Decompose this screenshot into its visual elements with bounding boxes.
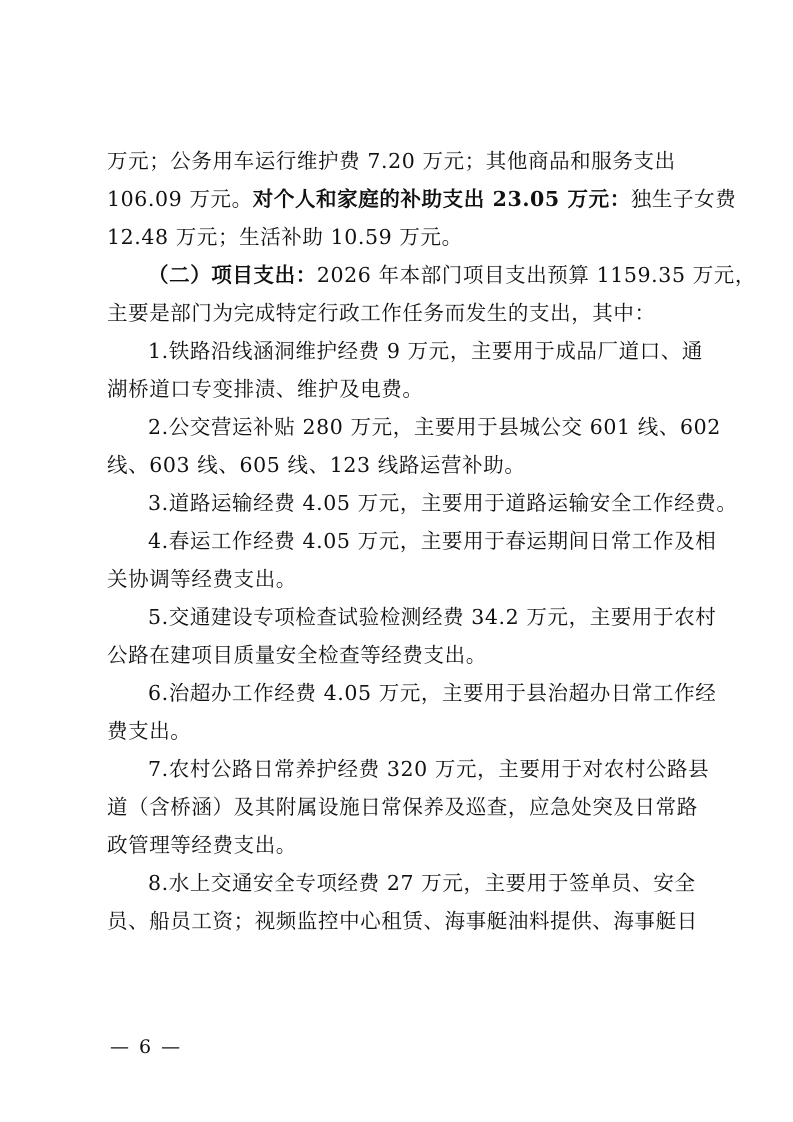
page-number: — 6 — — [110, 1036, 183, 1058]
text-line: 万元；公务用车运行维护费 7.20 万元；其他商品和服务支出 — [107, 149, 676, 173]
text-line: 主要是部门为完成特定行政工作任务而发生的支出，其中： — [107, 301, 656, 325]
text-line: 道（含桥涵）及其附属设施日常保养及巡查，应急处突及日常路 — [107, 795, 698, 819]
bold-heading: 对个人和家庭的补助支出 23.05 万元： — [252, 187, 631, 211]
list-item-8: 8.水上交通安全专项经费 27 万元，主要用于签单员、安全 — [148, 871, 696, 895]
text-line: 线、603 线、605 线、123 线路运营补助。 — [107, 453, 526, 477]
text-line: 12.48 万元；生活补助 10.59 万元。 — [107, 225, 463, 249]
list-item-6: 6.治超办工作经费 4.05 万元，主要用于县治超办日常工作经 — [148, 681, 717, 705]
list-item-4: 4.春运工作经费 4.05 万元，主要用于春运期间日常工作及相 — [148, 529, 717, 553]
list-item-5: 5.交通建设专项检查试验检测经费 34.2 万元，主要用于农村 — [148, 605, 717, 629]
text-line: 费支出。 — [107, 719, 192, 743]
section-heading: （二）项目支出： — [148, 263, 317, 287]
text-line: 政管理等经费支出。 — [107, 833, 297, 857]
list-item-2: 2.公交营运补贴 280 万元，主要用于县城公交 601 线、602 — [148, 415, 721, 439]
list-item-1: 1.铁路沿线涵洞维护经费 9 万元，主要用于成品厂道口、通 — [148, 339, 704, 363]
text-line: 关协调等经费支出。 — [107, 567, 297, 591]
list-item-7: 7.农村公路日常养护经费 320 万元，主要用于对农村公路县 — [148, 757, 710, 781]
text-line: 公路在建项目质量安全检查等经费支出。 — [107, 643, 487, 667]
document-body — [107, 142, 757, 940]
list-item-3: 3.道路运输经费 4.05 万元，主要用于道路运输安全工作经费。 — [148, 491, 738, 515]
section-heading-line: （二）项目支出：2026 年本部门项目支出预算 1159.35 万元， — [148, 263, 757, 287]
text-line: 员、船员工资；视频监控中心租赁、海事艇油料提供、海事艇日 — [107, 909, 698, 933]
text-line: 106.09 万元。对个人和家庭的补助支出 23.05 万元：独生子女费 — [107, 187, 737, 211]
text-line: 湖桥道口专变排渍、维护及电费。 — [107, 377, 424, 401]
